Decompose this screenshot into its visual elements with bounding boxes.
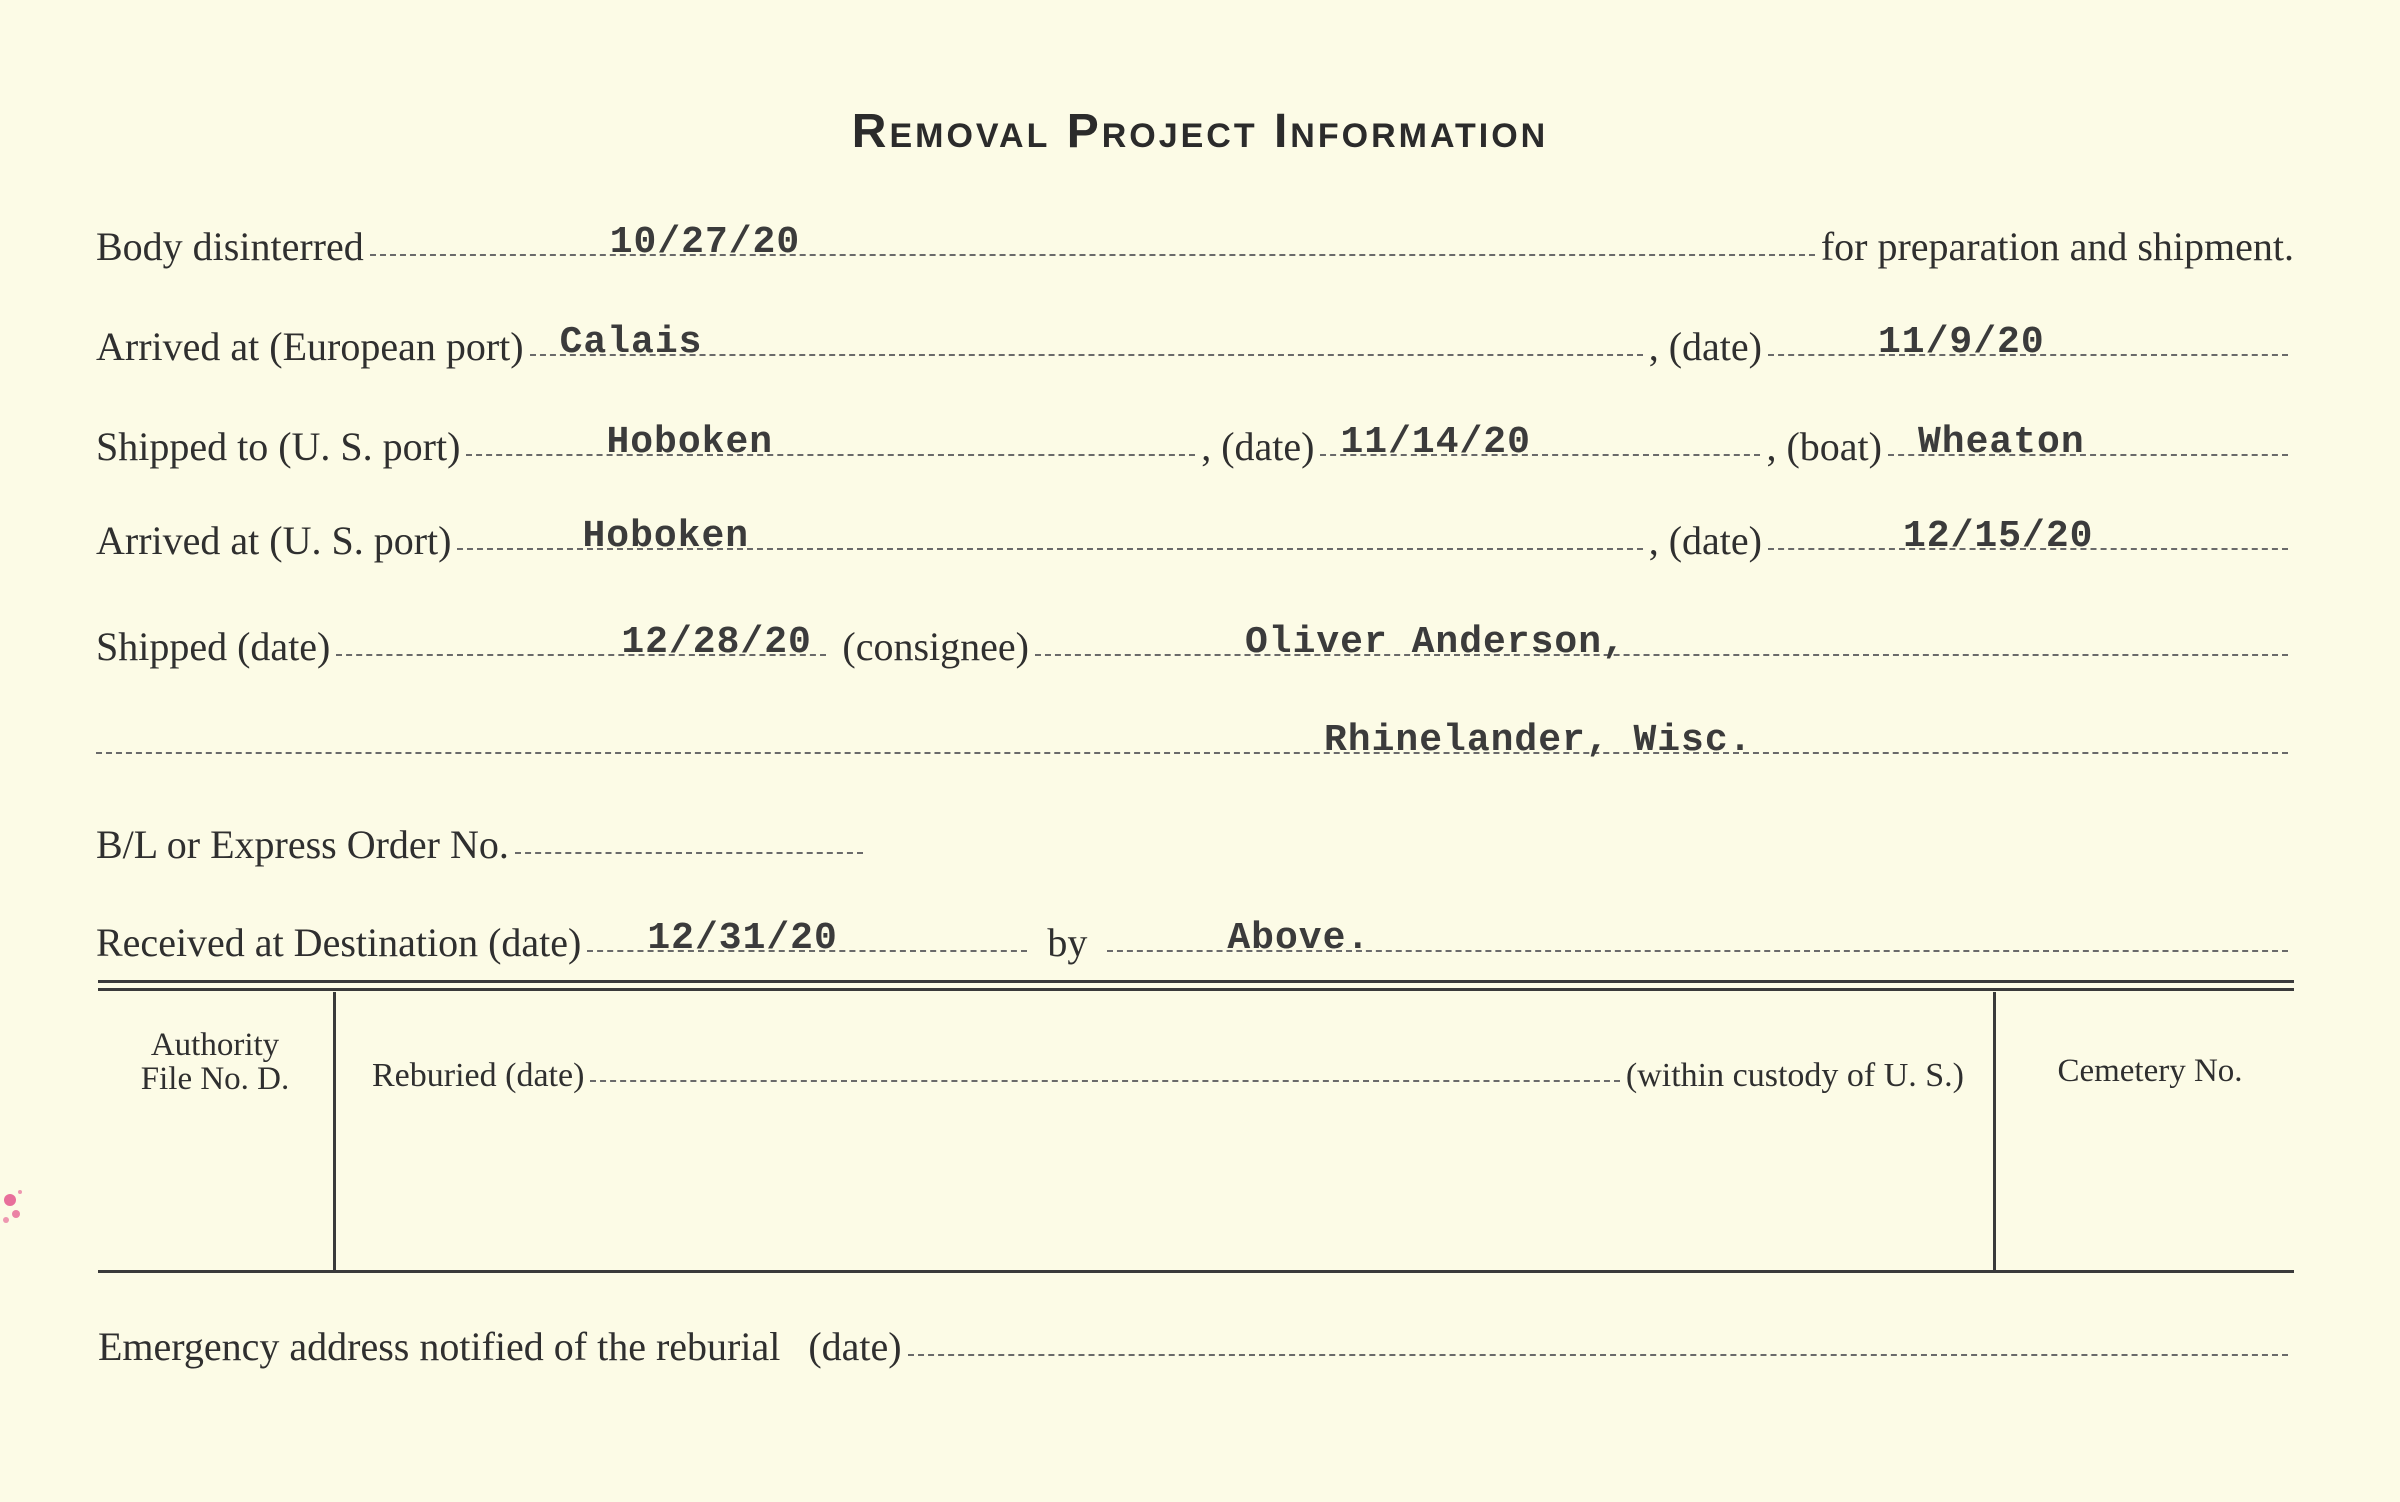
shipped-us-date-value: 11/14/20	[1340, 421, 1531, 464]
row-emergency	[98, 1318, 2294, 1374]
european-port-field[interactable]	[530, 314, 1643, 364]
row-shipped-us	[96, 418, 2294, 474]
arrived-european-label: Arrived at (European port)	[96, 324, 524, 369]
row-received	[96, 914, 2294, 970]
row-bl-order	[96, 816, 2294, 872]
consignee-address-field[interactable]	[96, 712, 2288, 762]
row-reburied	[372, 1050, 1964, 1106]
reburied-date-field[interactable]	[590, 1046, 1620, 1082]
boat-field[interactable]	[1888, 414, 2288, 464]
consignee-field[interactable]	[1035, 614, 2288, 664]
bl-order-label: B/L or Express Order No.	[96, 822, 509, 867]
us-port-field[interactable]	[466, 414, 1195, 464]
custody-suffix: (within custody of U. S.)	[1625, 1057, 1964, 1094]
file-no-label: File No. D.	[140, 1061, 290, 1097]
by-label: by	[1047, 920, 1088, 965]
row-body-disinterred	[96, 218, 2294, 274]
shipped-us-date-field[interactable]	[1320, 414, 1760, 464]
arrived-us-date-label: , (date)	[1648, 518, 1762, 563]
boat-value: Wheaton	[1918, 421, 2085, 464]
row-arrived-us	[96, 512, 2294, 568]
table-top-rule-2	[98, 988, 2294, 991]
received-date-value: 12/31/20	[647, 917, 838, 960]
arrived-european-date-label: , (date)	[1648, 324, 1762, 369]
table-top-rule-1	[98, 980, 2294, 983]
row-shipped	[96, 618, 2294, 674]
row-arrived-european	[96, 318, 2294, 374]
received-date-field[interactable]	[587, 910, 1027, 960]
shipped-us-date-label: , (date)	[1201, 424, 1315, 469]
preparation-suffix: for preparation and shipment.	[1820, 224, 2294, 269]
body-disinterred-field[interactable]	[370, 214, 1815, 264]
arrived-us-date-field[interactable]	[1768, 508, 2288, 558]
arrived-us-port-field[interactable]	[457, 508, 1642, 558]
consignee-label: (consignee)	[842, 624, 1029, 669]
consignee-value: Oliver Anderson,	[1244, 621, 1626, 664]
row-consignee-line2	[96, 716, 2294, 772]
cemetery-label: Cemetery No.	[2057, 1053, 2243, 1089]
us-port-value: Hoboken	[606, 421, 774, 464]
authority-cell	[110, 1028, 320, 1096]
arrived-european-date-value: 11/9/20	[1878, 321, 2045, 364]
bl-order-field[interactable]	[515, 812, 863, 854]
authority-label: Authority	[150, 1027, 280, 1063]
arrived-us-port-value: Hoboken	[582, 515, 750, 558]
reburied-label: Reburied (date)	[372, 1057, 585, 1094]
arrived-us-date-value: 12/15/20	[1903, 515, 2094, 558]
form-title: Removal Project Information	[851, 105, 1549, 158]
boat-label: , (boat)	[1766, 424, 1882, 469]
ink-stain	[0, 1180, 40, 1270]
consignee-address-value: Rhinelander, Wisc.	[1324, 719, 1753, 762]
table-bottom-rule	[98, 1270, 2294, 1273]
shipped-date-value: 12/28/20	[621, 621, 812, 664]
body-disinterred-value: 10/27/20	[609, 221, 801, 264]
shipped-us-label: Shipped to (U. S. port)	[96, 424, 461, 469]
arrived-european-date-field[interactable]	[1768, 314, 2288, 364]
received-by-field[interactable]	[1107, 910, 2288, 960]
emergency-date-label: (date)	[808, 1324, 902, 1369]
european-port-value: Calais	[559, 321, 703, 364]
emergency-label: Emergency address notified of the reburial	[98, 1324, 781, 1369]
received-by-value: Above.	[1227, 917, 1371, 960]
received-label: Received at Destination (date)	[96, 920, 582, 965]
emergency-date-field[interactable]	[908, 1314, 2288, 1356]
body-disinterred-label: Body disinterred	[96, 224, 364, 269]
shipped-label: Shipped (date)	[96, 624, 331, 669]
column-divider-right	[1993, 992, 1996, 1270]
shipped-date-field[interactable]	[336, 614, 826, 664]
arrived-us-label: Arrived at (U. S. port)	[96, 518, 452, 563]
column-divider-left	[333, 992, 336, 1270]
